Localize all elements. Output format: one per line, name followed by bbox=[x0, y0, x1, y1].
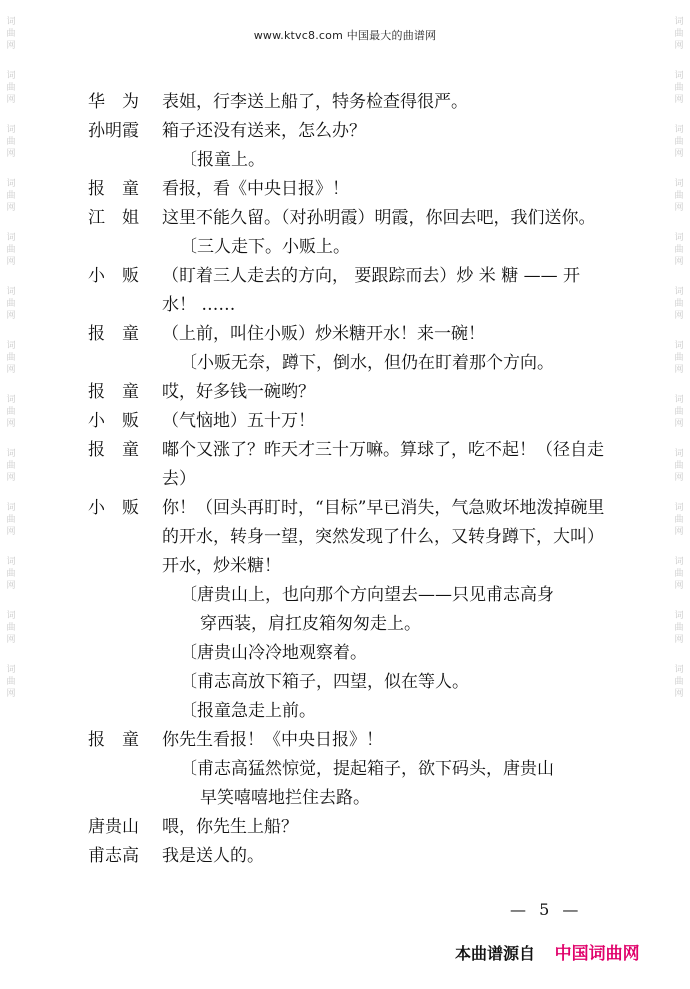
watermark-char: 网 bbox=[6, 149, 16, 159]
dialogue-line bbox=[88, 175, 608, 204]
watermark-group bbox=[673, 342, 685, 378]
right-watermark-strip bbox=[668, 0, 690, 989]
watermark-char: 词 bbox=[674, 71, 684, 81]
dialogue-text: 我是送人的。 bbox=[162, 846, 264, 866]
left-watermark-strip bbox=[0, 0, 22, 989]
dialogue-text: 喂，你先生上船？ bbox=[162, 817, 298, 837]
speaker-name: 小 贩 bbox=[88, 411, 139, 431]
dialogue-line bbox=[88, 204, 608, 233]
speaker-name: 江 姐 bbox=[88, 208, 139, 228]
watermark-char: 网 bbox=[6, 473, 16, 483]
watermark-char: 网 bbox=[674, 473, 684, 483]
dialogue-text: 嘟个又涨了？昨天才三十万嘛。算球了，吃不起！（径自走去） bbox=[162, 440, 604, 489]
watermark-char: 曲 bbox=[6, 407, 16, 417]
dialogue-line bbox=[88, 407, 608, 436]
watermark-char: 词 bbox=[6, 665, 16, 675]
watermark-char: 网 bbox=[674, 95, 684, 105]
watermark-group bbox=[673, 450, 685, 486]
source-label: 本曲谱源自 bbox=[455, 944, 536, 963]
watermark-char: 网 bbox=[6, 311, 16, 321]
stage-direction: 〔甫志高猛然惊觉，提起箱子，欲下码头，唐贵山 bbox=[180, 759, 554, 779]
speaker-name: 报 童 bbox=[88, 440, 139, 460]
watermark-group bbox=[5, 666, 17, 702]
watermark-char: 网 bbox=[674, 527, 684, 537]
watermark-char: 曲 bbox=[674, 29, 684, 39]
watermark-group bbox=[673, 126, 685, 162]
watermark-char: 曲 bbox=[6, 245, 16, 255]
watermark-char: 曲 bbox=[6, 461, 16, 471]
dialogue-text: 表姐，行李送上船了，特务检查得很严。 bbox=[162, 92, 468, 112]
dialogue-text: 你！（回头再盯时，“目标”早已消失，气急败坏地泼掉碗里的开水，转身一望，突然发现了什么，又转身蹲下，大叫）开水，炒米糖！ bbox=[162, 498, 605, 576]
stage-direction: 〔报童急走上前。 bbox=[180, 701, 316, 721]
watermark-char: 网 bbox=[674, 257, 684, 267]
watermark-char: 曲 bbox=[6, 569, 16, 579]
watermark-char: 词 bbox=[674, 503, 684, 513]
watermark-char: 曲 bbox=[674, 407, 684, 417]
speaker-name: 甫志高 bbox=[88, 846, 139, 866]
watermark-char: 词 bbox=[674, 449, 684, 459]
dialogue-text: 箱子还没有送来，怎么办？ bbox=[162, 121, 366, 141]
watermark-char: 词 bbox=[6, 125, 16, 135]
watermark-char: 曲 bbox=[6, 623, 16, 633]
dialogue-line bbox=[88, 88, 608, 117]
stage-direction-continued: 穿西装，肩扛皮箱匆匆走上。 bbox=[200, 614, 421, 634]
dialogue-line bbox=[88, 378, 608, 407]
watermark-char: 曲 bbox=[6, 677, 16, 687]
watermark-group bbox=[673, 396, 685, 432]
watermark-char: 网 bbox=[674, 203, 684, 213]
dialogue-line bbox=[88, 436, 608, 494]
watermark-char: 曲 bbox=[674, 677, 684, 687]
dialogue-text: 哎，好多钱一碗哟？ bbox=[162, 382, 315, 402]
watermark-group bbox=[673, 234, 685, 270]
speaker-name: 报 童 bbox=[88, 730, 139, 750]
dialogue-line bbox=[88, 813, 608, 842]
watermark-char: 曲 bbox=[6, 515, 16, 525]
watermark-char: 网 bbox=[6, 581, 16, 591]
watermark-char: 曲 bbox=[674, 245, 684, 255]
stage-direction: 〔唐贵山上，也向那个方向望去——只见甫志高身 bbox=[180, 585, 554, 605]
watermark-group bbox=[5, 180, 17, 216]
dialogue-text: 你先生看报！《中央日报》！ bbox=[162, 730, 383, 750]
watermark-char: 词 bbox=[6, 287, 16, 297]
stage-direction: 〔三人走下。小贩上。 bbox=[180, 237, 350, 257]
watermark-char: 词 bbox=[674, 233, 684, 243]
watermark-group bbox=[5, 504, 17, 540]
watermark-char: 词 bbox=[674, 287, 684, 297]
stage-direction: 〔小贩无奈，蹲下，倒水，但仍在盯着那个方向。 bbox=[180, 353, 554, 373]
watermark-char: 词 bbox=[6, 179, 16, 189]
dialogue-line bbox=[88, 842, 608, 871]
brand-link[interactable]: 中国词曲网 bbox=[554, 944, 640, 964]
dialogue-line bbox=[88, 494, 608, 581]
watermark-char: 网 bbox=[674, 365, 684, 375]
dialogue-line bbox=[88, 117, 608, 146]
watermark-char: 网 bbox=[674, 581, 684, 591]
dialogue-text: （气恼地）五十万！ bbox=[162, 411, 315, 431]
dialogue-text: 看报，看《中央日报》！ bbox=[162, 179, 349, 199]
watermark-char: 曲 bbox=[674, 623, 684, 633]
source-footer bbox=[455, 939, 640, 964]
watermark-char: 网 bbox=[674, 689, 684, 699]
stage-direction: 〔唐贵山冷冷地观察着。 bbox=[180, 643, 367, 663]
watermark-char: 词 bbox=[6, 611, 16, 621]
watermark-char: 词 bbox=[6, 233, 16, 243]
watermark-char: 词 bbox=[6, 341, 16, 351]
watermark-char: 曲 bbox=[6, 299, 16, 309]
watermark-char: 词 bbox=[6, 557, 16, 567]
page-number: — 5 — bbox=[510, 900, 583, 919]
watermark-char: 词 bbox=[6, 395, 16, 405]
watermark-char: 曲 bbox=[6, 191, 16, 201]
watermark-char: 曲 bbox=[674, 569, 684, 579]
dialogue-line bbox=[88, 262, 608, 320]
watermark-char: 词 bbox=[674, 179, 684, 189]
watermark-char: 曲 bbox=[674, 515, 684, 525]
watermark-char: 网 bbox=[6, 635, 16, 645]
stage-direction: 〔甫志高放下箱子，四望，似在等人。 bbox=[180, 672, 469, 692]
watermark-char: 曲 bbox=[674, 83, 684, 93]
watermark-char: 词 bbox=[6, 17, 16, 27]
watermark-char: 词 bbox=[674, 125, 684, 135]
watermark-group bbox=[5, 72, 17, 108]
watermark-char: 网 bbox=[674, 419, 684, 429]
speaker-name: 孙明霞 bbox=[88, 121, 139, 141]
watermark-char: 网 bbox=[674, 311, 684, 321]
dialogue-text: （盯着三人走去的方向， 要跟踪而去）炒 米 糖 —— 开水！ …… bbox=[162, 266, 581, 315]
watermark-char: 曲 bbox=[6, 137, 16, 147]
watermark-group bbox=[673, 504, 685, 540]
watermark-char: 词 bbox=[674, 341, 684, 351]
watermark-group bbox=[673, 288, 685, 324]
watermark-char: 词 bbox=[6, 449, 16, 459]
watermark-group bbox=[673, 180, 685, 216]
watermark-char: 网 bbox=[6, 203, 16, 213]
watermark-char: 网 bbox=[6, 257, 16, 267]
watermark-char: 词 bbox=[674, 395, 684, 405]
watermark-char: 网 bbox=[6, 527, 16, 537]
watermark-char: 网 bbox=[6, 419, 16, 429]
watermark-char: 网 bbox=[674, 635, 684, 645]
watermark-char: 网 bbox=[6, 365, 16, 375]
dialogue-line bbox=[88, 726, 608, 755]
dialogue-line bbox=[88, 320, 608, 349]
watermark-char: 词 bbox=[674, 611, 684, 621]
watermark-group bbox=[673, 666, 685, 702]
watermark-char: 词 bbox=[674, 665, 684, 675]
dialogue-text: 这里不能久留。（对孙明霞）明霞，你回去吧，我们送你。 bbox=[162, 208, 596, 228]
watermark-char: 网 bbox=[6, 95, 16, 105]
speaker-name: 报 童 bbox=[88, 382, 139, 402]
watermark-char: 网 bbox=[6, 41, 16, 51]
watermark-group bbox=[673, 72, 685, 108]
watermark-group bbox=[5, 126, 17, 162]
speaker-name: 唐贵山 bbox=[88, 817, 139, 837]
watermark-char: 网 bbox=[674, 149, 684, 159]
watermark-char: 曲 bbox=[674, 191, 684, 201]
stage-direction-continued: 早笑嘻嘻地拦住去路。 bbox=[200, 788, 370, 808]
watermark-char: 曲 bbox=[674, 299, 684, 309]
watermark-char: 曲 bbox=[6, 29, 16, 39]
speaker-name: 报 童 bbox=[88, 179, 139, 199]
watermark-char: 曲 bbox=[6, 83, 16, 93]
stage-direction: 〔报童上。 bbox=[180, 150, 265, 170]
watermark-group bbox=[5, 396, 17, 432]
script-body bbox=[88, 88, 608, 871]
watermark-group bbox=[5, 342, 17, 378]
watermark-char: 曲 bbox=[674, 461, 684, 471]
watermark-group bbox=[5, 288, 17, 324]
dialogue-text: （上前，叫住小贩）炒米糖开水！来一碗！ bbox=[162, 324, 485, 344]
watermark-char: 曲 bbox=[674, 137, 684, 147]
watermark-char: 词 bbox=[6, 503, 16, 513]
watermark-char: 曲 bbox=[6, 353, 16, 363]
watermark-char: 词 bbox=[674, 557, 684, 567]
speaker-name: 小 贩 bbox=[88, 498, 139, 518]
watermark-char: 词 bbox=[6, 71, 16, 81]
speaker-name: 华 为 bbox=[88, 92, 139, 112]
watermark-char: 网 bbox=[674, 41, 684, 51]
watermark-group bbox=[5, 558, 17, 594]
watermark-group bbox=[5, 612, 17, 648]
watermark-char: 词 bbox=[674, 17, 684, 27]
watermark-group bbox=[5, 234, 17, 270]
speaker-name: 报 童 bbox=[88, 324, 139, 344]
page-header: www.ktvc8.com 中国最大的曲谱网 bbox=[253, 29, 437, 42]
watermark-group bbox=[5, 450, 17, 486]
watermark-group bbox=[673, 612, 685, 648]
watermark-group bbox=[673, 558, 685, 594]
watermark-char: 网 bbox=[6, 689, 16, 699]
speaker-name: 小 贩 bbox=[88, 266, 139, 286]
watermark-char: 曲 bbox=[674, 353, 684, 363]
